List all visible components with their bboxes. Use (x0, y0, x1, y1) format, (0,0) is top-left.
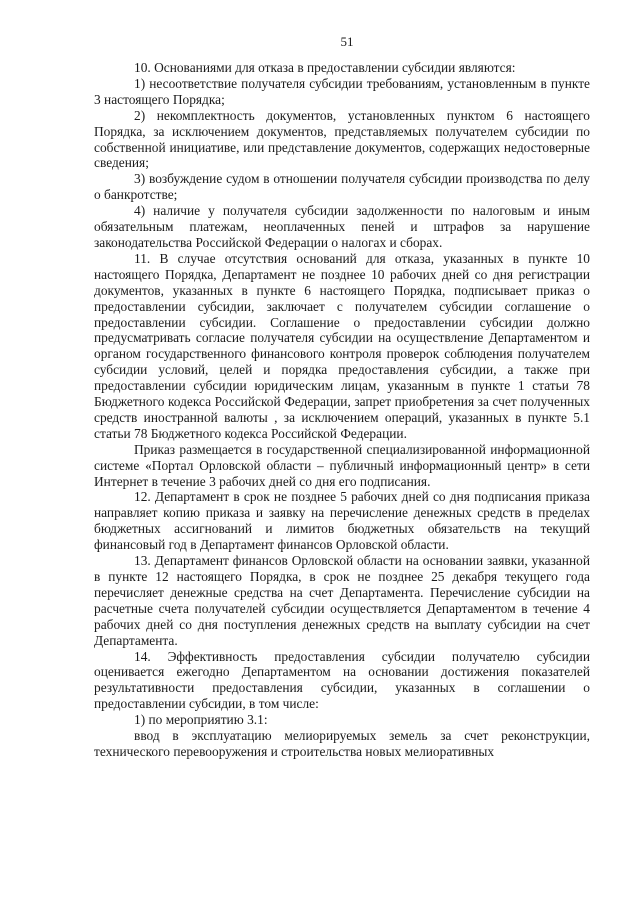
paragraph-11-order-publication: Приказ размещается в государственной специализированной информационной системе «Портал Орловской области – публичный информационный центр» в сети Интернет в течение 3 рабочих дней со дня его подписания. (94, 441, 590, 489)
paragraph-10-item-4: 4) наличие у получателя субсидии задолженности по налоговым и иным обязательным платежам, неоплаченных пеней и штрафов за нарушение законодательства Российской Федерации о налогах и сборах. (94, 203, 590, 250)
paragraph-14-item-1-text: ввод в эксплуатацию мелиорируемых земель за счет реконструкции, технического перевооружения и строительства новых мелиоративных (94, 728, 590, 759)
paragraph-10-heading: 10. Основаниями для отказа в предоставлении субсидии являются: (134, 60, 516, 75)
paragraph-14: 14. Эффективность предоставления субсидии получателю субсидии оценивается ежегодно Департаментом на основании достижения показателей результативности предоставления субсидии, указанных в соглашении о предоставлении субсидии, в том числе: (94, 648, 590, 712)
paragraph-13: 13. Департамент финансов Орловской области на основании заявки, указанной в пункте 12 настоящего Порядка, в срок не позднее 25 декабря текущего года перечисляет денежные средства на счет Департамента. Перечисление субсидии на расчетные счета получателей субсидии осуществляется Департаментом в течение 4 рабочих дней со дня поступления денежных средств на выплату субсидии на счет Департамента. (94, 553, 590, 648)
paragraph-10-item-3: 3) возбуждение судом в отношении получателя субсидии производства по делу о банкротстве; (94, 171, 590, 203)
paragraph-10-item-1: 1) несоответствие получателя субсидии требованиям, установленным в пункте 3 настоящего Порядка; (94, 75, 590, 107)
paragraph-12: 12. Департамент в срок не позднее 5 рабочих дней со дня подписания приказа направляет копию приказа и заявку на перечисление денежных средств в пределах бюджетных ассигнований и лимитов бюджетных обязательств на текущий финансовый год в Департамент финансов Орловской области. (94, 489, 590, 553)
paragraph-11: 11. В случае отсутствия оснований для отказа, указанных в пункте 10 настоящего Порядка, Департамент не позднее 10 рабочих дней со дня регистрации документов, указанных в пункте 6 настоящего Порядка, подписывает приказ о предоставлении субсидии, заключает с получателем субсидии соглашение о предоставлении субсидии. Соглашение о предоставлении субсидии должно предусматривать согласие получателя субсидии на осуществление Департаментом и органом государственного финансового контроля проверок соблюдения получателем субсидии условий, целей и порядка предоставления субсидии, а также при предоставлении субсидии юридическим лицам, указанным в пункте 1 статьи 78 Бюджетного кодекса Российской Федерации, запрет приобретения за счет полученных средств иностранной валюты , за исключением операций, указанных в пункте 5.1 статьи 78 Бюджетного кодекса Российской Федерации. (94, 250, 590, 441)
paragraph-10-item-2: 2) некомплектность документов, установленных пунктом 6 настоящего Порядка, за исключением документов, представляемых получателем субсидии по собственной инициативе, или представление документов, содержащих недостоверные сведения; (94, 107, 590, 171)
page-number: 51 (340, 34, 354, 49)
document-page (94, 34, 590, 760)
paragraph-14-item-1: 1) по мероприятию 3.1: (134, 712, 268, 728)
